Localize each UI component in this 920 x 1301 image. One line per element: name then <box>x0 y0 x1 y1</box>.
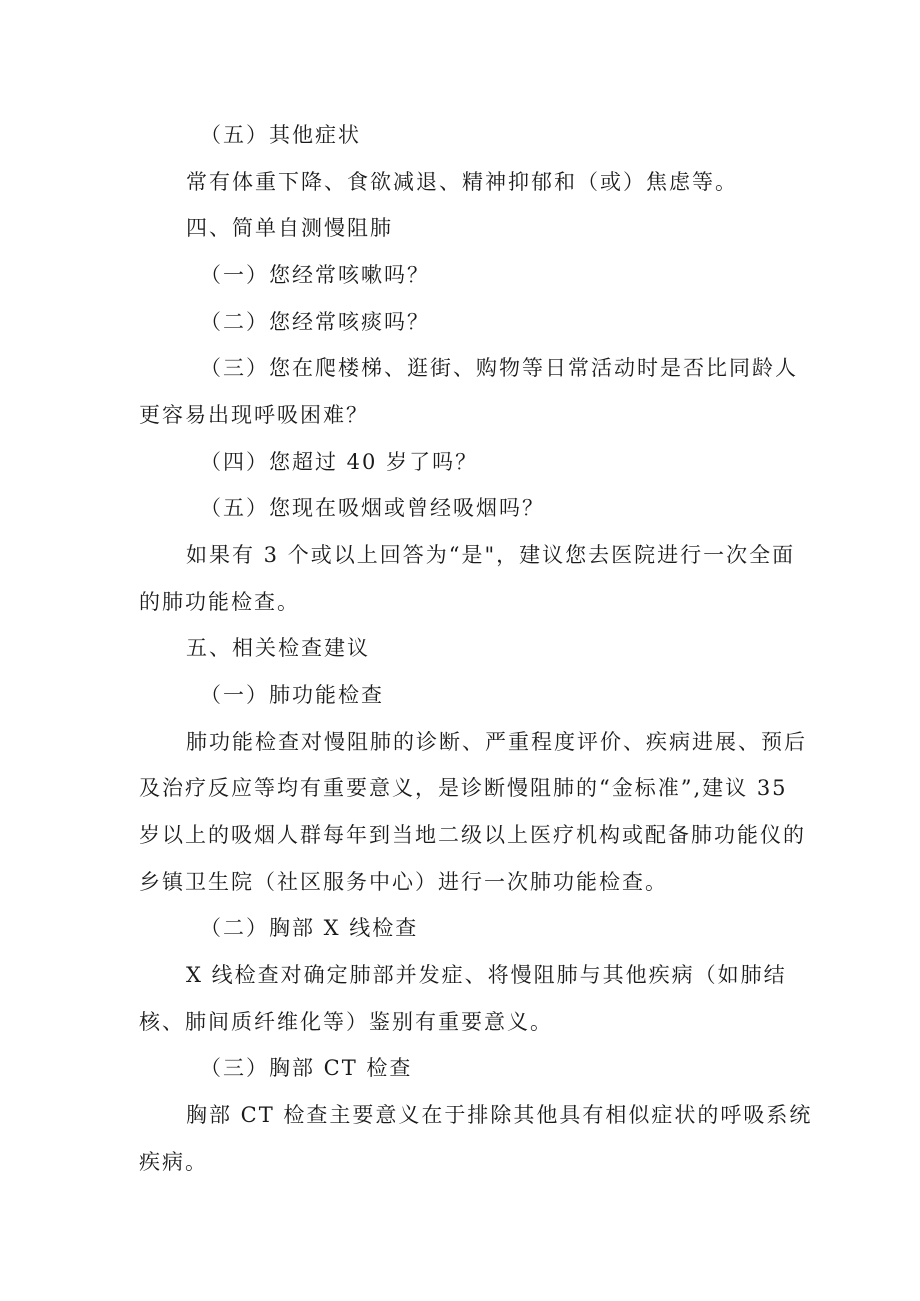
question-3-line-2: 更容易出现呼吸困难？ <box>139 403 369 427</box>
subsection-heading-chest-xray: （二）胸部 X 线检查 <box>200 916 419 940</box>
question-5: （五）您现在吸烟或曾经吸烟吗？ <box>200 496 545 520</box>
lung-function-paragraph-line-4: 乡镇卫生院（社区服务中心）进行一次肺功能检查。 <box>139 870 668 894</box>
lung-function-paragraph-line-1: 肺功能检查对慢阻肺的诊断、严重程度评价、疾病进展、预后 <box>186 730 807 754</box>
chest-xray-paragraph-line-2: 核、肺间质纤维化等）鉴别有重要意义。 <box>139 1010 553 1034</box>
section-heading-exam-advice: 五、相关检查建议 <box>186 636 370 660</box>
self-test-advice-line-2: 的肺功能检查。 <box>139 590 300 614</box>
lung-function-paragraph-line-3: 岁以上的吸烟人群每年到当地二级以上医疗机构或配备肺功能仪的 <box>139 823 806 847</box>
section-heading-self-test: 四、简单自测慢阻肺 <box>186 216 393 240</box>
chest-ct-paragraph-line-2: 疾病。 <box>139 1150 208 1174</box>
self-test-advice-line-1: 如果有 3 个或以上回答为“是"，建议您去医院进行一次全面 <box>186 543 796 567</box>
paragraph-other-symptoms: 常有体重下降、食欲减退、精神抑郁和（或）焦虑等。 <box>186 170 738 194</box>
subsection-heading-other-symptoms: （五）其他症状 <box>200 123 361 147</box>
subsection-heading-chest-ct: （三）胸部 CT 检查 <box>200 1056 413 1080</box>
chest-xray-paragraph-line-1: X 线检查对确定肺部并发症、将慢阻肺与其他疾病（如肺结 <box>186 963 787 987</box>
question-1: （一）您经常咳嗽吗？ <box>200 263 430 287</box>
subsection-heading-lung-function: （一）肺功能检查 <box>200 683 384 707</box>
chest-ct-paragraph-line-1: 胸部 CT 检查主要意义在于排除其他具有相似症状的呼吸系统 <box>186 1103 813 1127</box>
question-4: （四）您超过 40 岁了吗？ <box>200 450 479 474</box>
question-2: （二）您经常咳痰吗？ <box>200 310 430 334</box>
question-3-line-1: （三）您在爬楼梯、逛街、购物等日常活动时是否比同龄人 <box>200 356 798 380</box>
lung-function-paragraph-line-2: 及治疗反应等均有重要意义，是诊断慢阻肺的“金标准”,建议 35 <box>139 776 788 800</box>
